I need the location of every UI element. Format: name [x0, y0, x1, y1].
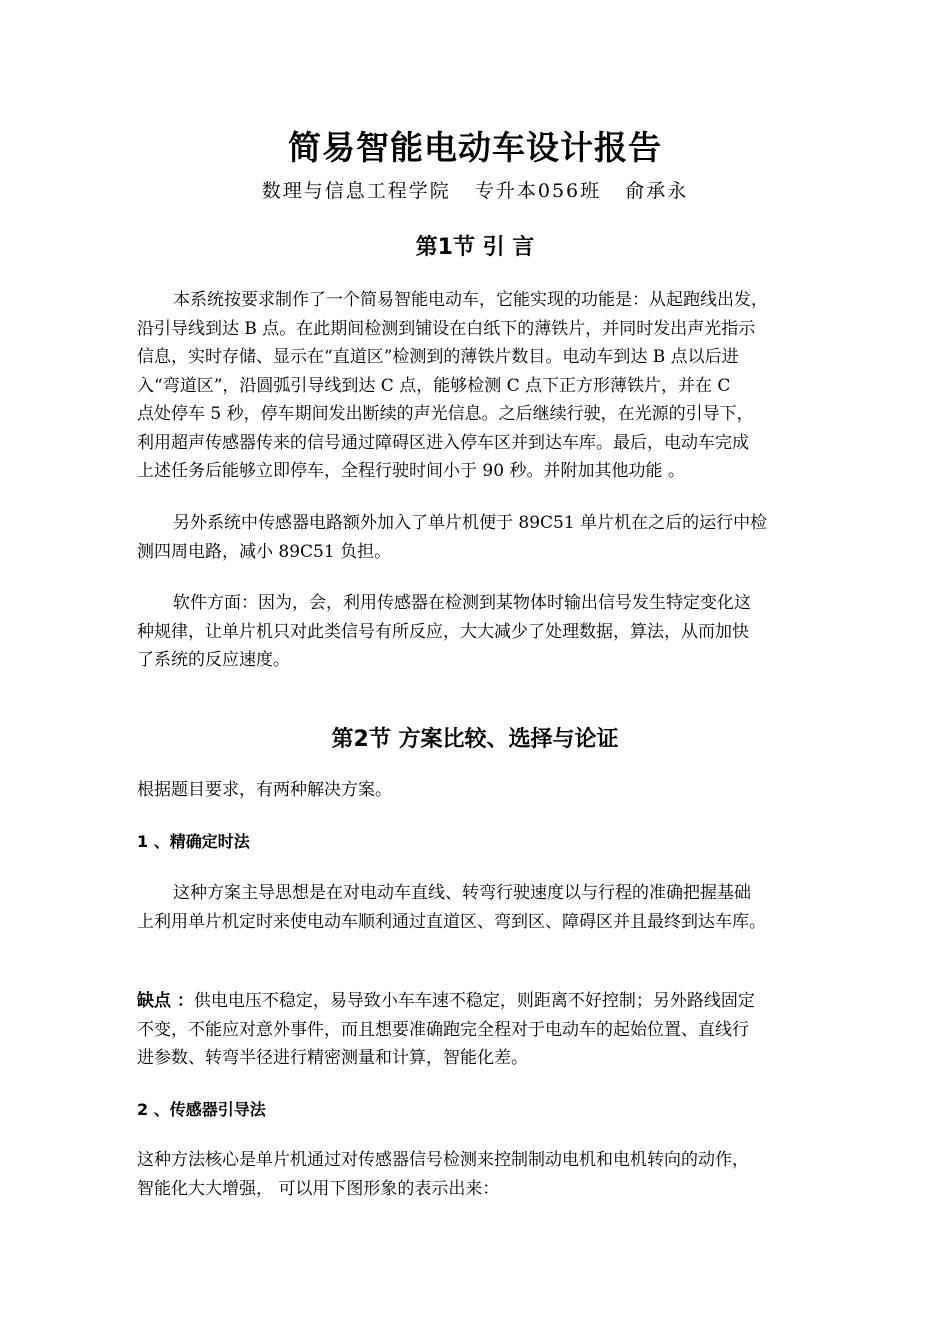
section-1-paragraph-2: [137, 509, 837, 566]
paragraph-line: 智能化大大增强， 可以用下图形象的表示出来：: [137, 1178, 500, 1199]
paragraph-line: 根据题目要求，有两种解决方案。: [137, 780, 392, 800]
drawback-label: 缺点 ：: [137, 991, 194, 1011]
paragraph-line: 了系统的反应速度。: [137, 650, 290, 670]
paragraph-line: 入“弯道区”，沿圆弧引导线到达 C 点，能够检测 C 点下正方形薄铁片，并在 C: [137, 375, 731, 396]
paragraph-line: 上述任务后能够立即停车，全程行驶时间小于 90 秒。并附加其他功能 。: [137, 461, 685, 481]
drawback-text: 供电电压不稳定，易导致小车车速不稳定，则距离不好控制；另外路线固定: [193, 991, 755, 1011]
paragraph-line: [137, 987, 837, 1016]
section-2-intro: [137, 776, 837, 805]
paragraph-line: 进参数、转弯半径进行精密测量和计算，智能化差。: [137, 1048, 528, 1068]
paragraph-line: 测四周电路，减小 89C51 负担。: [137, 541, 392, 562]
option-1-heading: 1 、精确定时法: [137, 832, 250, 851]
paragraph-line: 这种方法核心是单片机通过对传感器信号检测来控制制动电机和电机转向的动作，: [137, 1150, 749, 1170]
paragraph-line: 本系统按要求制作了一个简易智能电动车，它能实现的功能是：从起跑线出发，: [173, 290, 768, 310]
paragraph-line: 点处停车 5 秒，停车期间发出断续的声光信息。之后继续行驶，在光源的引导下，: [137, 404, 754, 424]
option-2-heading: 2 、传感器引导法: [137, 1100, 266, 1119]
document-title: 简易智能电动车设计报告: [288, 128, 662, 167]
paragraph-line: 信息，实时存储、显示在“直道区”检测到的薄铁片数目。电动车到达 B 点以后进: [137, 347, 739, 367]
paragraph-line: 上利用单片机定时来使电动车顺利通过直道区、弯到区、障碍区并且最终到达车库。: [137, 911, 766, 932]
paragraph-line: 软件方面：因为，会，利用传感器在检测到某物体时输出信号发生特定变化这: [173, 593, 751, 613]
paragraph-line: 不变，不能应对意外事件，而且想要准确跑完全程对于电动车的起始位置、直线行: [137, 1019, 749, 1040]
section-2-heading: 第2节 方案比较、选择与论证: [331, 727, 619, 752]
paragraph-line: 种规律，让单片机只对此类信号有所反应，大大减少了处理数据，算法，从而加快: [137, 621, 749, 642]
section-1-paragraph-1: [137, 286, 837, 486]
paragraph-line: 另外系统中传感器电路额外加入了单片机便于 89C51 单片机在之后的运行中检: [173, 513, 768, 533]
option-2-description: [137, 1146, 837, 1203]
section-1-paragraph-3: [137, 589, 837, 675]
document-subtitle: 数理与信息工程学院 专升本056班 俞承永: [261, 180, 689, 202]
section-1-heading: 第1节 引 言: [415, 235, 535, 260]
paragraph-line: 利用超声传感器传来的信号通过障碍区进入停车区并到达车库。最后，电动车完成: [137, 432, 749, 453]
option-1-description: [137, 879, 837, 936]
option-1-drawback: [137, 987, 837, 1073]
paragraph-line: 这种方案主导思想是在对电动车直线、转弯行驶速度以与行程的准确把握基础: [173, 883, 751, 903]
paragraph-line: 沿引导线到达 B 点。在此期间检测到铺设在白纸下的薄铁片，并同时发出声光指示: [137, 318, 756, 339]
